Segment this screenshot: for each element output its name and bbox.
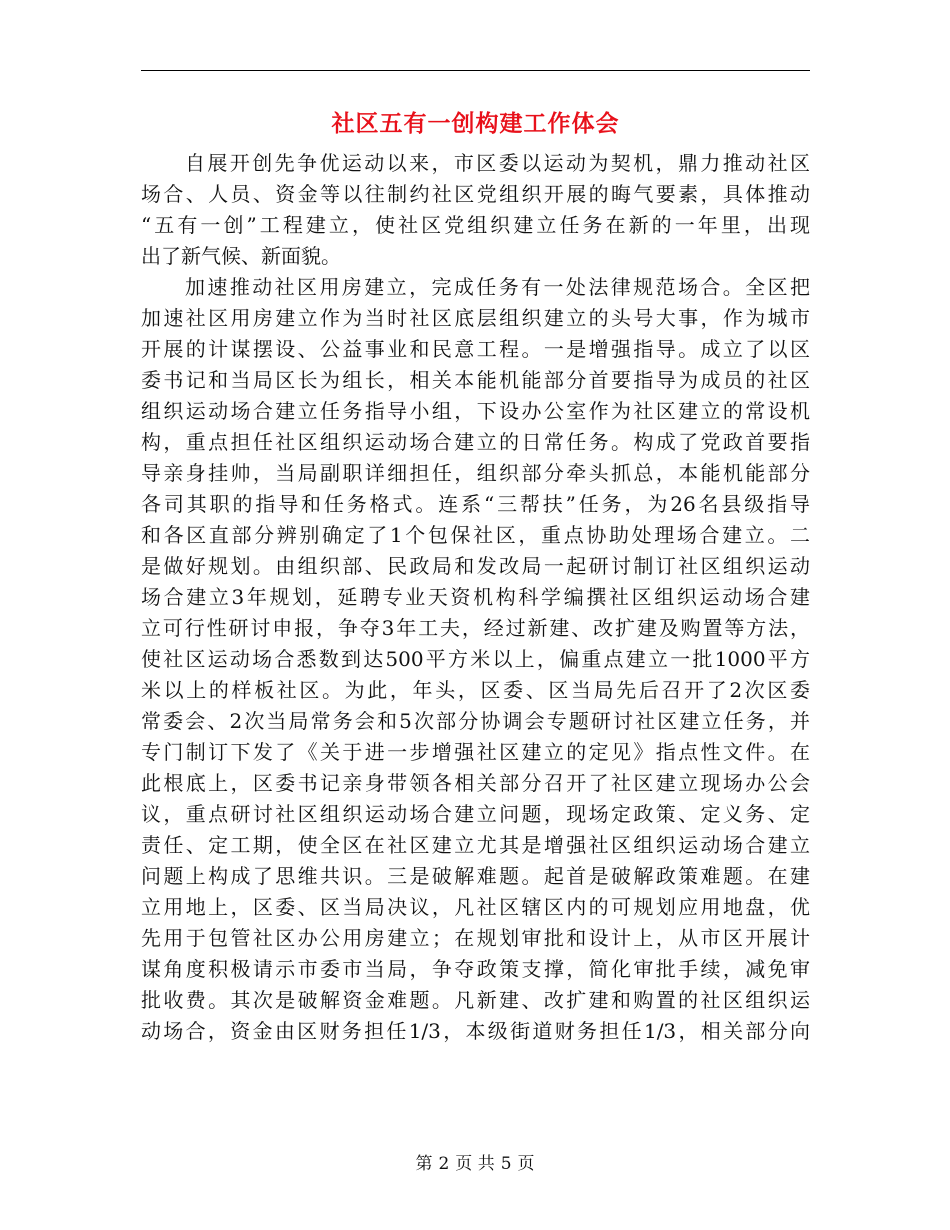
text-line: 专门制订下发了《关于进一步增强社区建立的定见》指点性文件。在 [141, 740, 810, 764]
text-line: 此根底上，区委书记亲身带领各相关部分召开了社区建立现场办公会 [141, 771, 810, 795]
text-line: 场合、人员、资金等以往制约社区党组织开展的晦气要素，具体推动 [141, 182, 810, 206]
text-line: 和各区直部分辨别确定了1个包保社区，重点协助处理场合建立。二 [141, 523, 810, 547]
text-line: 动场合，资金由区财务担任1/3，本级街道财务担任1/3，相关部分向 [141, 1019, 810, 1043]
text-line: 场合建立3年规划，延聘专业天资机构科学编撰社区组织运动场合建 [141, 585, 810, 609]
text-line: 常委会、2次当局常务会和5次部分协调会专题研讨社区建立任务，并 [141, 709, 810, 733]
text-line: 开展的计谋摆设、公益事业和民意工程。一是增强指导。成立了以区 [141, 337, 810, 361]
text-line: 是做好规划。由组织部、民政局和发改局一起研讨制订社区组织运动 [141, 554, 810, 578]
text-line: “五有一创”工程建立，使社区党组织建立任务在新的一年里，出现 [141, 213, 810, 237]
text-line: 立用地上，区委、区当局决议，凡社区辖区内的可规划应用地盘，优 [141, 895, 810, 919]
text-line: 先用于包管社区办公用房建立；在规划审批和设计上，从市区开展计 [141, 926, 810, 950]
text-line: 委书记和当局区长为组长，相关本能机能部分首要指导为成员的社区 [141, 368, 810, 392]
text-line: 出了新气候、新面貌。 [141, 244, 341, 268]
text-line: 立可行性研讨申报，争夺3年工夫，经过新建、改扩建及购置等方法， [141, 616, 810, 640]
footer-suffix: 页 [517, 1154, 535, 1174]
header-rule [141, 70, 810, 71]
footer-prefix: 第 [415, 1154, 433, 1174]
text-line: 问题上构成了思维共识。三是破解难题。起首是破解政策难题。在建 [141, 864, 810, 888]
text-line: 各司其职的指导和任务格式。连系“三帮扶”任务，为26名县级指导 [141, 492, 810, 516]
document-title: 社区五有一创构建工作体会 [331, 111, 620, 137]
text-line: 谋角度积极请示市委市当局，争夺政策支撑，简化审批手续，减免审 [141, 957, 810, 981]
text-line: 批收费。其次是破解资金难题。凡新建、改扩建和购置的社区组织运 [141, 988, 810, 1012]
text-line: 自展开创先争优运动以来，市区委以运动为契机，鼎力推动社区 [185, 151, 810, 175]
footer-page-number: 2 [438, 1154, 450, 1174]
text-line: 构，重点担任社区组织运动场合建立的日常任务。构成了党政首要指 [141, 430, 810, 454]
text-line: 组织运动场合建立任务指导小组，下设办公室作为社区建立的常设机 [141, 399, 810, 423]
paragraph-intro [141, 148, 810, 272]
text-line: 导亲身挂帅，当局副职详细担任，组织部分牵头抓总，本能机能部分 [141, 461, 810, 485]
footer-total-pages: 5 [500, 1154, 512, 1174]
text-line: 米以上的样板社区。为此，年头，区委、区当局先后召开了2次区委 [141, 678, 810, 702]
text-line: 加速社区用房建立作为当时社区底层组织建立的头号大事，作为城市 [141, 306, 810, 330]
text-line: 加速推动社区用房建立，完成任务有一处法律规范场合。全区把 [185, 275, 810, 299]
document-body [141, 148, 810, 1047]
page-footer [0, 1152, 950, 1176]
text-line: 责任、定工期，使全区在社区建立尤其是增强社区组织运动场合建立 [141, 833, 810, 857]
text-line: 议，重点研讨社区组织运动场合建立问题，现场定政策、定义务、定 [141, 802, 810, 826]
text-line: 使社区运动场合悉数到达500平方米以上，偏重点建立一批1000平方 [141, 647, 810, 671]
paragraph-community-housing [141, 272, 810, 1047]
footer-middle: 页 共 [455, 1154, 495, 1174]
